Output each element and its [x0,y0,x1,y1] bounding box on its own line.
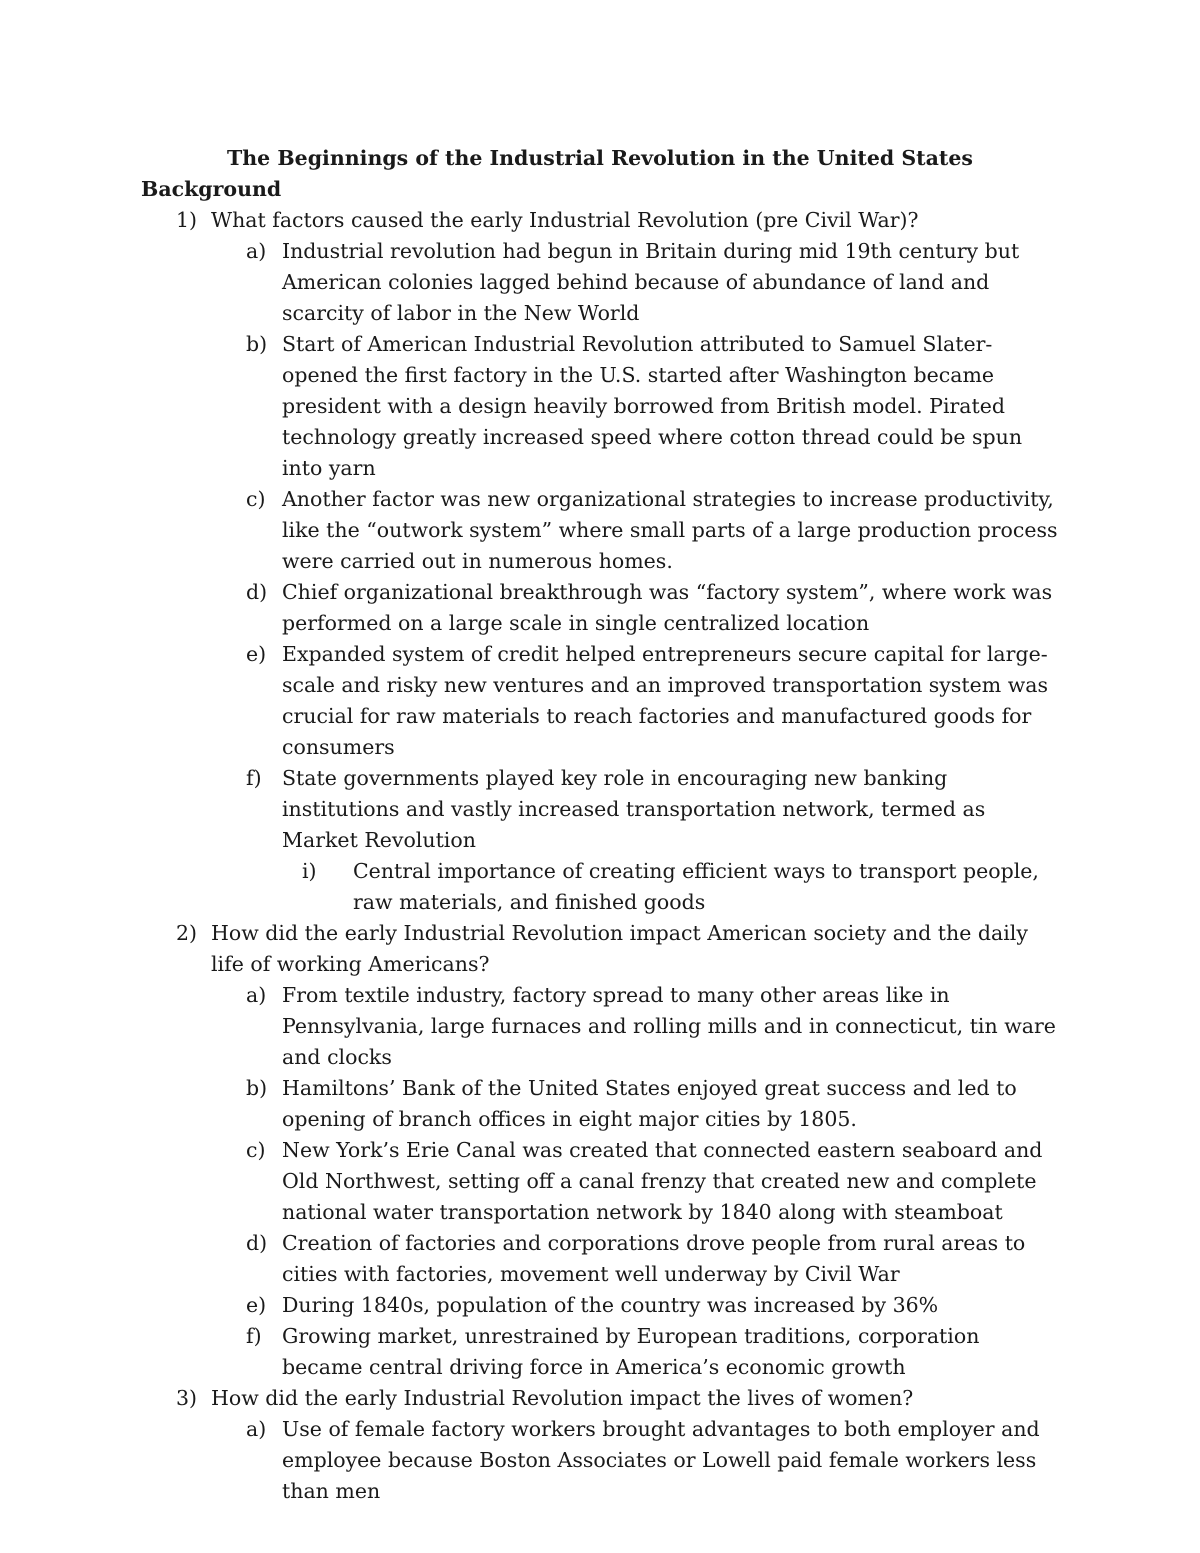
list-item [246,1073,1062,1135]
outline [0,205,1200,1507]
subitem-text: Central importance of creating efficient ways to transport people, raw materials, and finished goods [353,859,1039,914]
list-item [246,1414,1062,1507]
list-item [246,980,1062,1073]
item-marker: a) [246,1417,267,1441]
item-text: New York’s Erie Canal was created that connected eastern seaboard and Old Northwest, setting off a canal frenzy that created new and complete national water transportation network by 1840 along with steamboat [282,1138,1043,1224]
sub-list-item [302,856,1053,918]
section-heading: Background [141,177,282,201]
item-text: Another factor was new organizational strategies to increase productivity, like the “outwork system” where small parts of a large production process were carried out in numerous homes. [282,487,1058,573]
list-item [246,236,1062,329]
question-3 [176,1383,1061,1414]
item-marker: e) [246,642,267,666]
item-marker: d) [246,580,268,604]
item-text: Industrial revolution had begun in Britain during mid 19th century but American colonies lagged behind because of abundance of land and scarcity of labor in the New World [282,239,1020,325]
question-marker: 3) [176,1386,198,1410]
item-text: Start of American Industrial Revolution attributed to Samuel Slater- opened the first factory in the U.S. started after Washington became president with a design heavily borrowed from British model. Pirated technology greatly increased speed where cotton thread could be spun into yarn [282,332,1023,480]
item-text: Growing market, unrestrained by European traditions, corporation became central driving force in America’s economic growth [282,1324,980,1379]
item-marker: a) [246,239,267,263]
list-item [246,1228,1062,1290]
item-text: Chief organizational breakthrough was “factory system”, where work was performed on a large scale in single centralized location [282,580,1053,635]
item-marker: b) [246,332,268,356]
item-text: State governments played key role in encouraging new banking institutions and vastly increased transportation network, termed as Market Revolution [282,766,986,852]
list-item [246,577,1062,639]
item-marker: f) [246,766,262,790]
list-item [246,1135,1062,1228]
item-marker: f) [246,1324,262,1348]
question-text: What factors caused the early Industrial Revolution (pre Civil War)? [211,208,919,232]
item-marker: c) [246,487,266,511]
list-item [246,1321,1062,1383]
item-marker: a) [246,983,267,1007]
question-1 [176,205,1061,236]
question-2 [176,918,1061,980]
question-marker: 2) [176,921,198,945]
item-marker: e) [246,1293,267,1317]
item-text: Hamiltons’ Bank of the United States enjoyed great success and led to opening of branch offices in eight major cities by 1805. [282,1076,1017,1131]
question-text: How did the early Industrial Revolution impact American society and the daily life of working Americans? [211,921,1028,976]
item-text: During 1840s, population of the country was increased by 36% [282,1293,939,1317]
list-item [246,763,1062,856]
list-item [246,639,1062,763]
question-marker: 1) [176,208,198,232]
item-text: Expanded system of credit helped entrepreneurs secure capital for large-scale and risky new ventures and an improved transportation system was crucial for raw materials to reach factories and manufactured goods for consumers [282,642,1049,759]
item-text: From textile industry, factory spread to many other areas like in Pennsylvania, large furnaces and rolling mills and in connecticut, tin ware and clocks [282,983,1056,1069]
item-marker: d) [246,1231,268,1255]
item-text: Use of female factory workers brought advantages to both employer and employee because Boston Associates or Lowell paid female workers less than men [282,1417,1040,1503]
list-item [246,1290,1062,1321]
item-text: Creation of factories and corporations drove people from rural areas to cities with factories, movement well underway by Civil War [282,1231,1026,1286]
subitem-marker: i) [302,859,317,883]
item-marker: c) [246,1138,266,1162]
question-text: How did the early Industrial Revolution impact the lives of women? [211,1386,914,1410]
list-item [246,484,1062,577]
document-title: The Beginnings of the Industrial Revolution in the United States [227,146,973,170]
item-marker: b) [246,1076,268,1100]
list-item [246,329,1062,484]
